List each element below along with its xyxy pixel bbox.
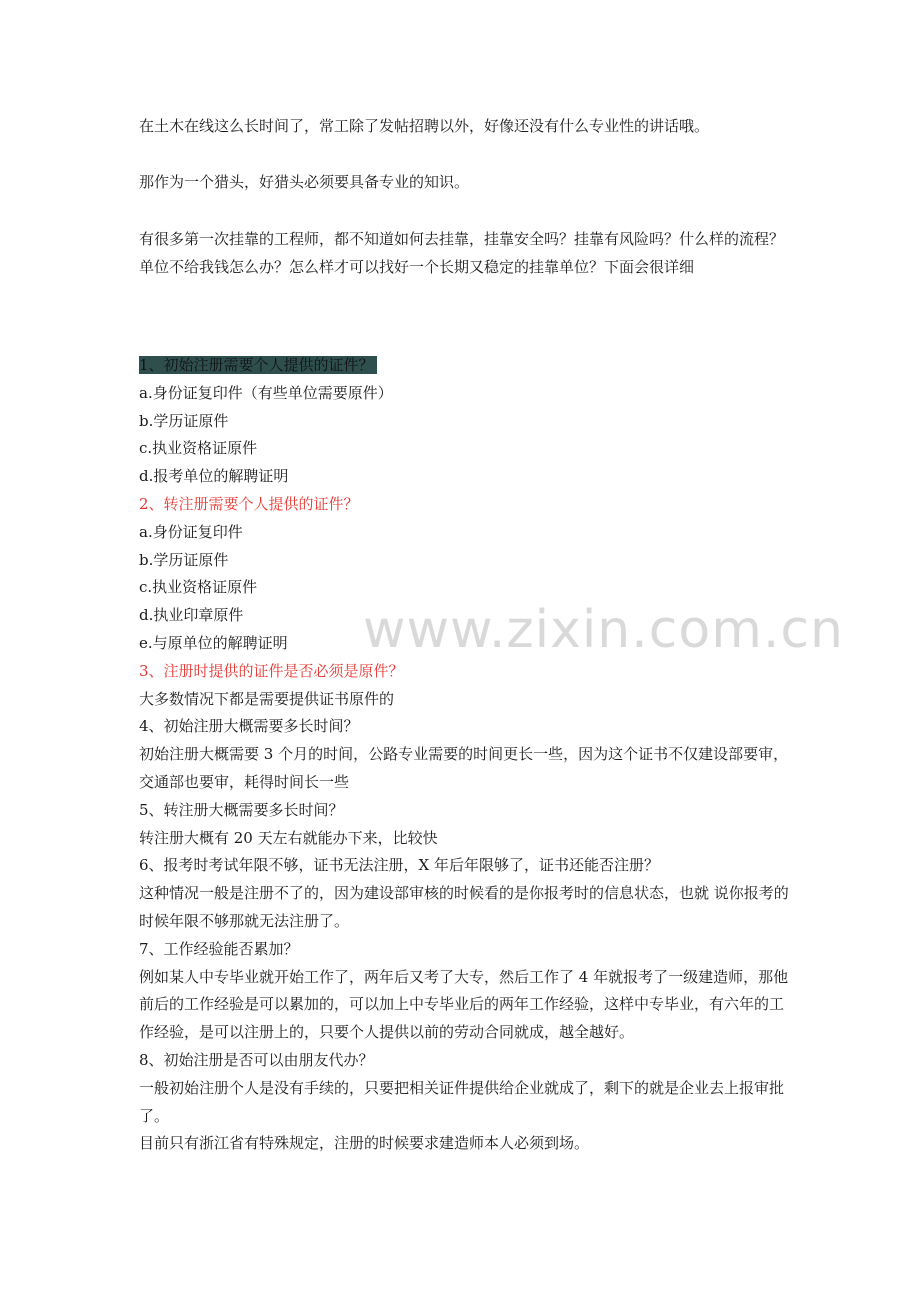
question-1-item: a.身份证复印件（有些单位需要原件）: [139, 383, 393, 402]
question-1-item: d.报考单位的解聘证明: [139, 467, 289, 486]
question-3-title: 3、注册时提供的证件是否必须是原件？: [139, 661, 404, 680]
question-5-answer: 转注册大概有 20 天左右就能办下来，比较快: [139, 828, 438, 847]
question-2-title: 2、转注册需要个人提供的证件？: [139, 494, 359, 513]
question-1-item: c.执业资格证原件: [139, 439, 258, 458]
question-1-item: b.学历证原件: [139, 411, 229, 430]
question-8-title: 8、初始注册是否可以由朋友代办？: [139, 1050, 374, 1069]
question-3-answer: 大多数情况下都是需要提供证书原件的: [139, 689, 395, 708]
question-4-answer: 初始注册大概需要 3 个月的时间，公路专业需要的时间更长一些，因为这个证书不仅建设部要审，交通部也要审，耗得时间长一些: [139, 745, 789, 791]
question-8-answer-2: 目前只有浙江省有特殊规定，注册的时候要求建造师本人必须到场。: [139, 1134, 590, 1153]
question-2-item: a.身份证复印件: [139, 522, 243, 541]
question-5-title: 5、转注册大概需要多长时间？: [139, 800, 344, 819]
qa-list: [139, 352, 789, 1158]
question-2-item: e.与原单位的解聘证明: [139, 633, 288, 652]
question-4-title: 4、初始注册大概需要多长时间？: [139, 717, 359, 736]
intro-paragraph-3: 有很多第一次挂靠的工程师，都不知道如何去挂靠，挂靠安全吗？挂靠有风险吗？什么样的流程？单位不给我钱怎么办？怎么样才可以找好一个长期又稳定的挂靠单位？下面会很详细: [139, 230, 785, 276]
question-7-title: 7、工作经验能否累加？: [139, 939, 299, 958]
question-2-item: c.执业资格证原件: [139, 578, 258, 597]
watermark: www.zixin.com.cn: [363, 600, 844, 660]
intro-paragraph-2: 那作为一个猎头，好猎头必须要具备专业的知识。: [139, 173, 470, 191]
question-8-answer: 一般初始注册个人是没有手续的，只要把相关证件提供给企业就成了，剩下的就是企业去上报审批了。: [139, 1078, 785, 1125]
question-2-item: b.学历证原件: [139, 550, 229, 569]
question-1-title: 1、初始注册需要个人提供的证件？: [139, 352, 789, 380]
question-2-item: d.执业印章原件: [139, 606, 244, 625]
intro-paragraph-1: 在土木在线这么长时间了，常工除了发帖招聘以外，好像还没有什么专业性的讲话哦。: [139, 117, 710, 135]
question-7-answer: 例如某人中专毕业就开始工作了，两年后又考了大专，然后工作了 4 年就报考了一级建造师，那他前后的工作经验是可以累加的，可以加上中专毕业后的两年工作经验，这样中专毕业，有六年的工作经验，是可以注册上的，只要个人提供以前的劳动合同就成，越全越好。: [139, 967, 789, 1042]
question-6-title: 6、报考时考试年限不够，证书无法注册，X 年后年限够了，证书还能否注册？: [139, 856, 659, 875]
question-6-answer: 这种情况一般是注册不了的，因为建设部审核的时候看的是你报考时的信息状态，也就 说你报考的时候年限不够那就无法注册了。: [139, 884, 789, 930]
